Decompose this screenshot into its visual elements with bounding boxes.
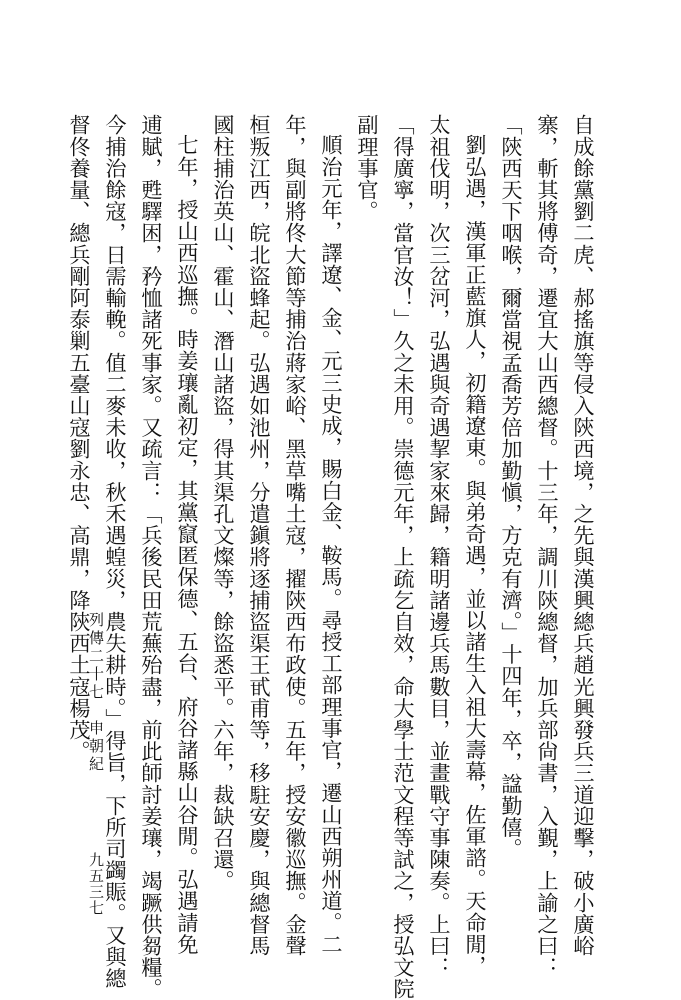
text-column-12: 七年，授山西巡撫。時姜瓖亂初定，其黨竄匿保德、五台、府谷諸縣山谷閒。弘遇請免 — [175, 134, 200, 955]
page-number: 九五三七 — [87, 852, 105, 916]
text-column-7: 副理事官。 — [355, 114, 380, 222]
text-column-3: 「陝西天下咽喉，爾當視孟喬芳倍加勤愼，方克有濟。」十四年，卒，諡勤僖。 — [499, 114, 524, 860]
text-column-4: 劉弘遇，漢軍正藍旗人，初籍遼東。與弟奇遇，並以諸生入祖大壽幕，佐軍諮。天命閒， — [463, 134, 488, 977]
text-column-14: 今捕治餘寇，日需輸輓。值二麥未收，秋禾遇蝗災，農失耕時。」得旨，下所司蠲賑。又與總 — [103, 114, 128, 989]
text-column-8: 順治元年，譯遼、金、元三史成，賜白金、鞍馬。尋授工部理事官，遷山西朔州道。二 — [319, 134, 344, 955]
text-column-10: 桓叛江西，皖北盜蜂起。弘遇如池州，分遣鎭將逐捕盜渠王甙甫等，移駐安慶，與總督馬 — [247, 114, 272, 957]
text-column-9: 年，與副將佟大節等捕治蔣家峪、黑草嘴土寇，擢陝西布政使。五年，授安徽巡撫。金聲 — [283, 114, 308, 957]
text-column-5: 太祖伐明，次三岔河，弘遇與奇遇挈家來歸，籍明諸邊兵馬數目，並畫戰守事陳奏。上曰： — [427, 114, 452, 978]
running-head: 列傳二十七 申朝紀 — [87, 612, 105, 774]
text-column-2: 寨，斬其將傅奇，遷宜大山西總督。十三年，調川陝總督，加兵部尙書，入覲，上諭之曰： — [535, 114, 560, 978]
text-column-13: 逋賦，甦驛困，矜恤諸死事家。又疏言：「兵後民田荒蕪殆盡，前此師討姜瓖，竭蹶供芻糧。 — [139, 114, 164, 1000]
text-column-11: 國柱捕治英山、霍山、潛山諸盜，得其渠孔文燦等，餘盜悉平。六年，裁缺召還。 — [211, 114, 236, 892]
text-column-15: 督佟養量、總兵剛阿泰剿五臺山寇劉永忠、高鼎，降陝西土寇楊茂。 — [67, 114, 92, 762]
text-column-6: 「得廣寧，當官汝！」久之未用。崇德元年，上疏乞自效，命大學士范文程等試之，授弘文院 — [391, 114, 416, 1000]
text-column-1: 自成餘黨劉二虎、郝搖旗等侵入陝西境，之先與漢興總兵趙光興發兵三道迎擊，破小廣峪 — [571, 114, 596, 957]
